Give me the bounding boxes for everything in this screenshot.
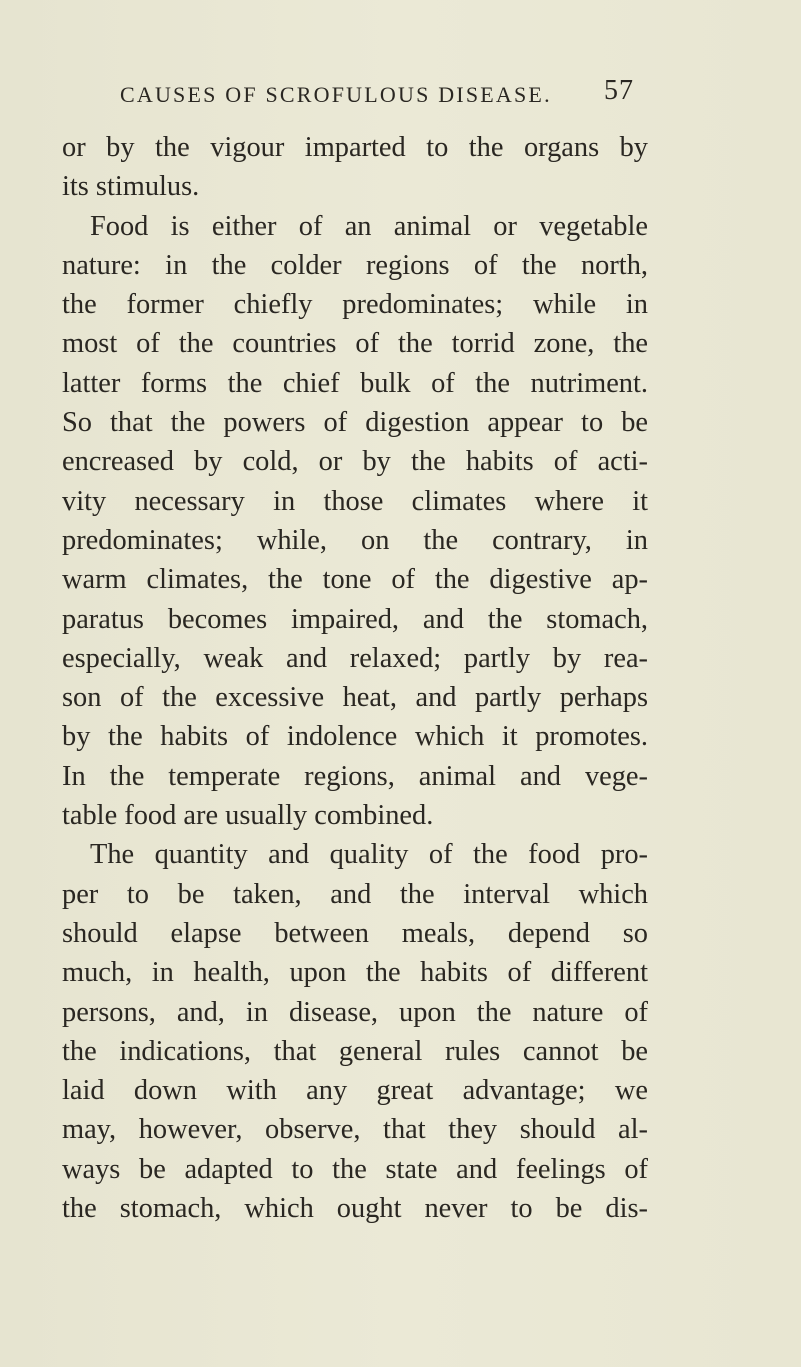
text-line: So that the powers of digestion appear to be [62, 407, 648, 439]
text-line: should elapse between meals, depend so [62, 917, 648, 949]
text-line: encreased by cold, or by the habits of acti- [62, 446, 648, 478]
text-line: much, in health, upon the habits of different [62, 957, 648, 989]
text-line: table food are usually combined. [62, 800, 434, 832]
text-line: per to be taken, and the interval which [62, 878, 648, 910]
text-line: In the temperate regions, animal and vege- [62, 760, 648, 792]
text-line: nature: in the colder regions of the north, [62, 249, 648, 281]
text-line: predominates; while, on the contrary, in [62, 524, 648, 556]
text-line: the indications, that general rules cannot be [62, 1035, 648, 1067]
body-text [62, 128, 648, 1228]
text-line: paratus becomes impaired, and the stomach, [62, 603, 648, 635]
page-number: 57 [604, 75, 634, 106]
text-line: persons, and, in disease, upon the nature of [62, 996, 648, 1028]
text-line: especially, weak and relaxed; partly by rea- [62, 642, 648, 674]
text-line: warm climates, the tone of the digestive ap- [62, 564, 648, 596]
text-line: or by the vigour imparted to the organs by [62, 132, 648, 163]
text-line: vity necessary in those climates where it [62, 485, 648, 517]
text-line: The quantity and quality of the food pro- [90, 839, 648, 871]
text-line: most of the countries of the torrid zone, the [62, 328, 648, 360]
text-line: son of the excessive heat, and partly perhaps [62, 682, 648, 714]
text-line: ways be adapted to the state and feelings of [62, 1153, 648, 1185]
text-line: its stimulus. [62, 171, 200, 203]
running-head: CAUSES OF SCROFULOUS DISEASE. [120, 82, 552, 107]
text-line: may, however, observe, that they should al- [62, 1114, 648, 1146]
text-line: latter forms the chief bulk of the nutriment. [62, 367, 648, 399]
text-line: the former chiefly predominates; while in [62, 289, 648, 321]
text-line: Food is either of an animal or vegetable [90, 210, 648, 242]
text-line: by the habits of indolence which it promotes. [62, 721, 648, 753]
text-line: the stomach, which ought never to be dis- [62, 1193, 648, 1225]
text-line: laid down with any great advantage; we [62, 1075, 648, 1107]
